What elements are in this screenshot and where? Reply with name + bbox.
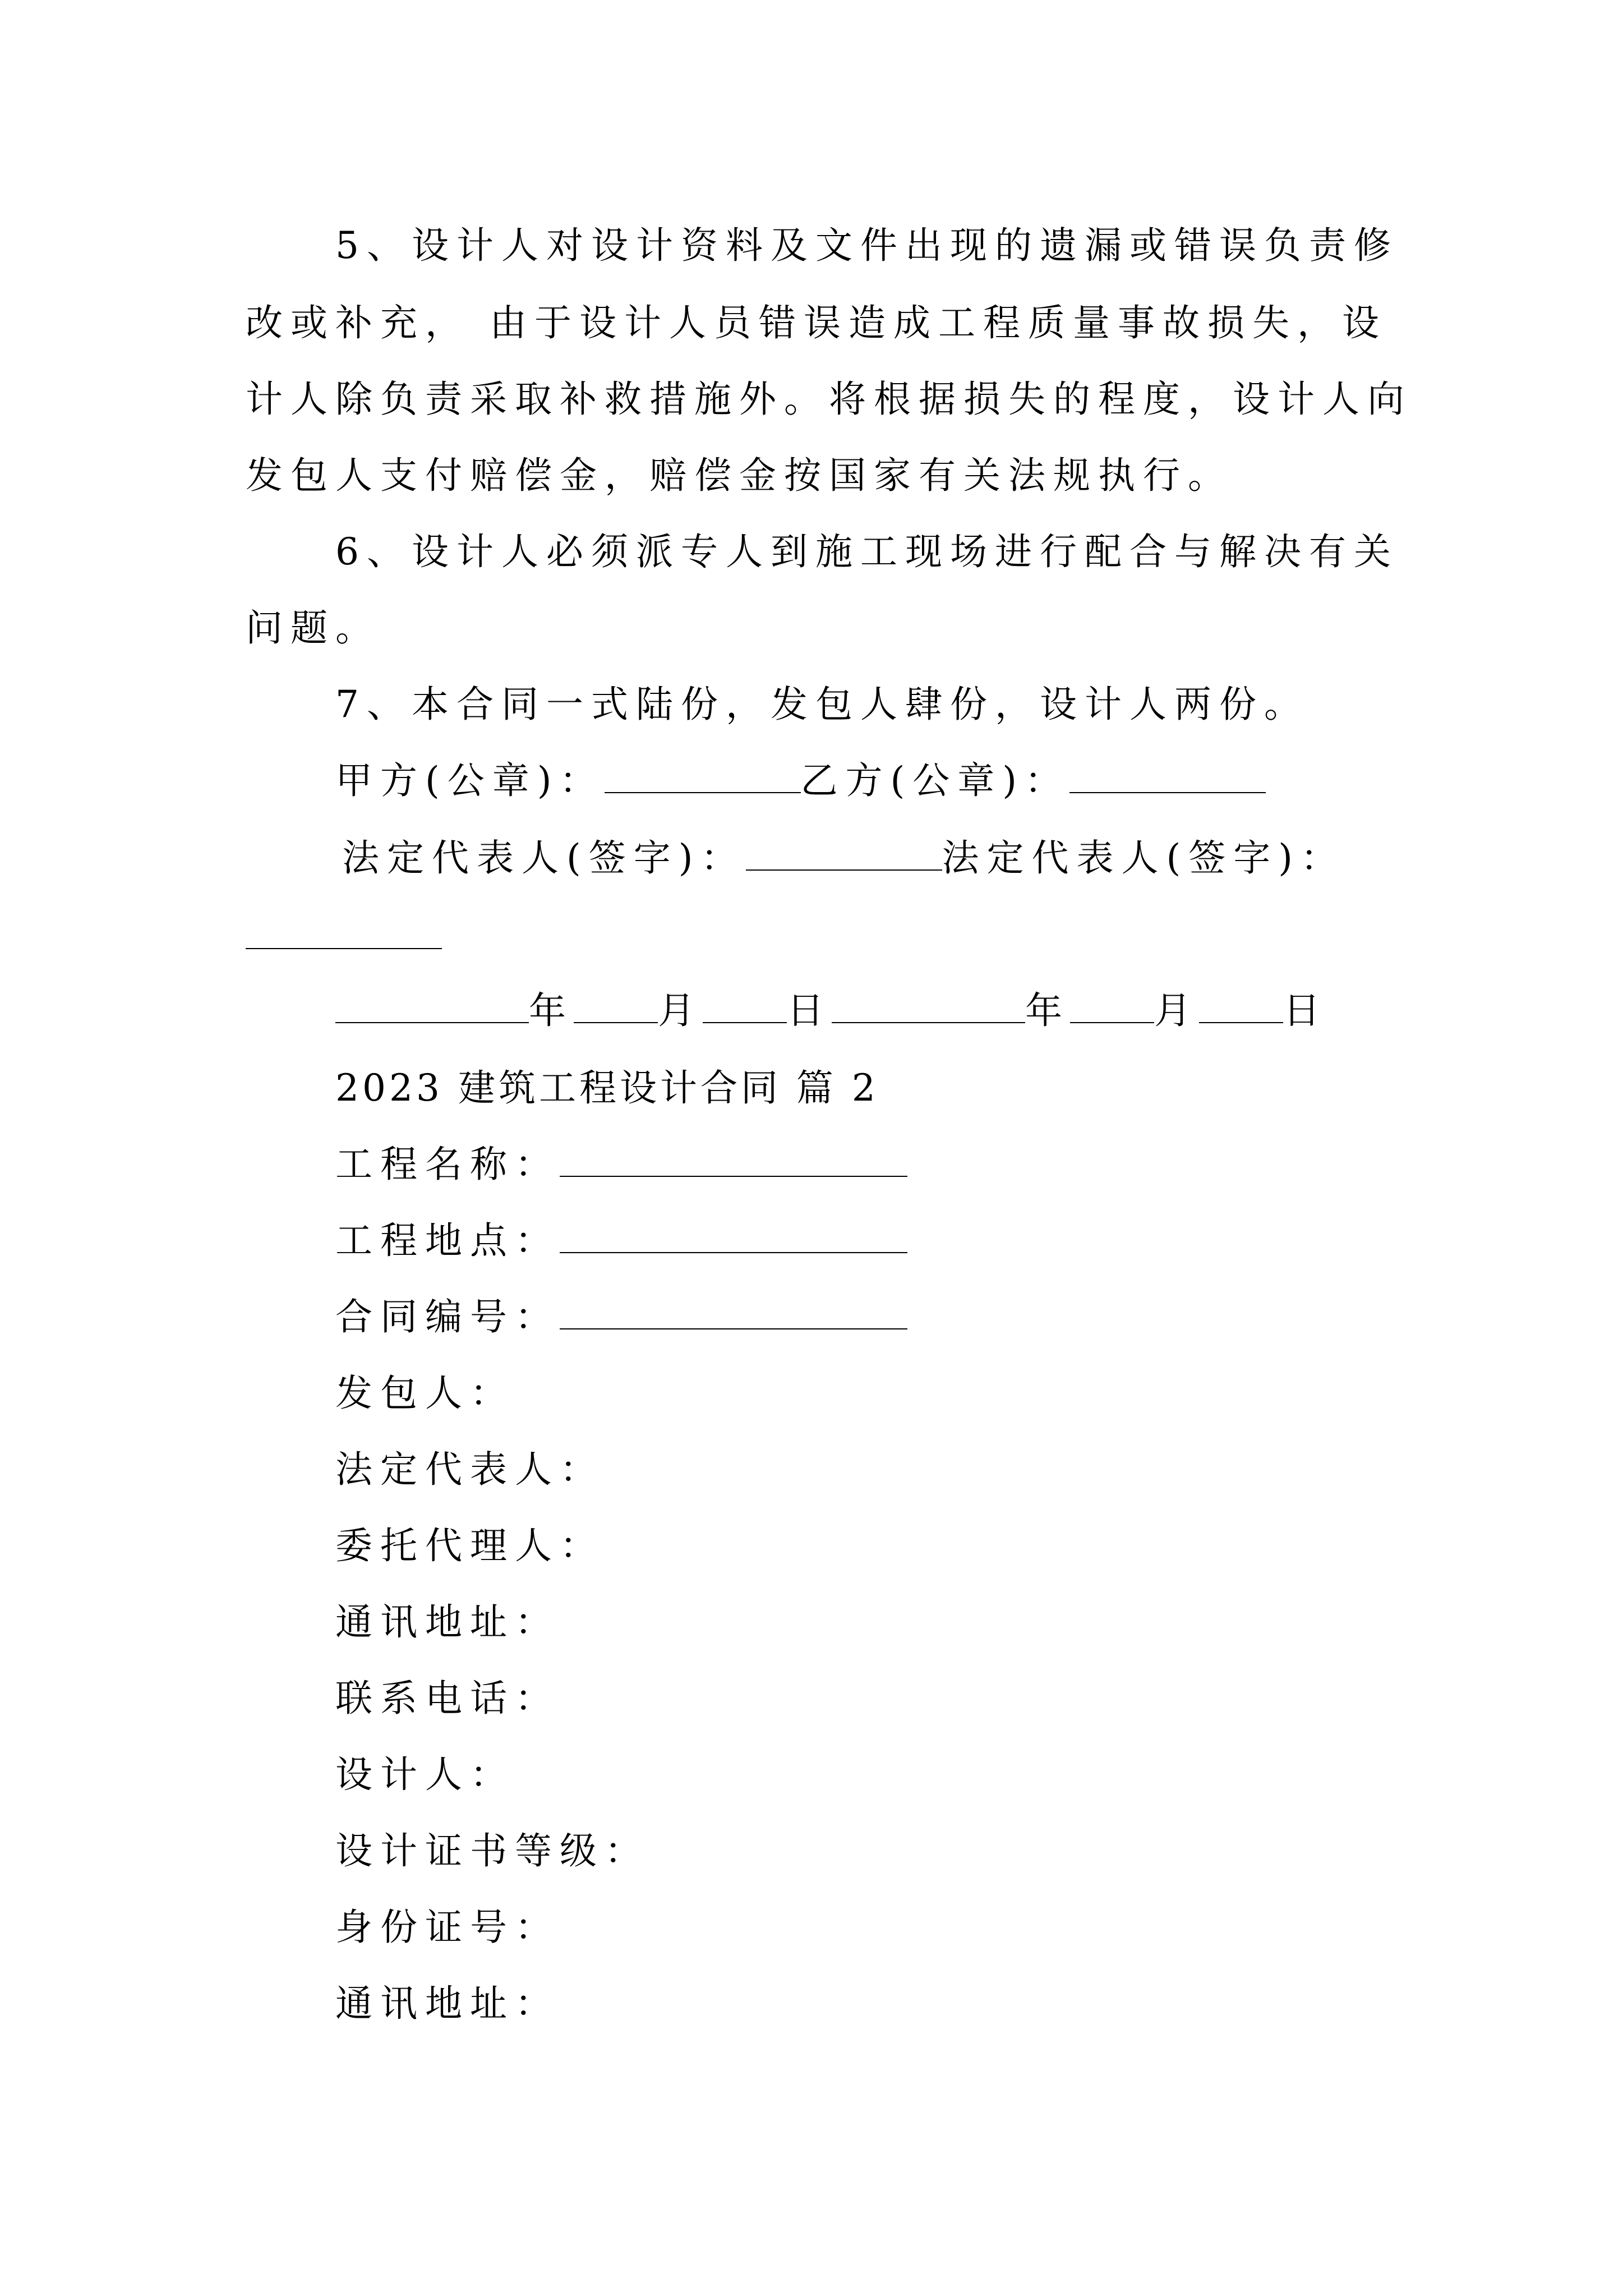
project-location-label: 工程地点： xyxy=(335,1219,560,1262)
clause-5-line-1: 5、设计人对设计资料及文件出现的遗漏或错误负责修 xyxy=(335,224,1399,267)
clause-7: 7、本合同一式陆份，发包人肆份，设计人两份。 xyxy=(335,683,1309,726)
clause-5-line-4: 发包人支付赔偿金，赔偿金按国家有关法规执行。 xyxy=(246,454,1233,497)
rep-sign-b-blank xyxy=(246,948,442,949)
contract-number-label: 合同编号： xyxy=(335,1295,560,1338)
month-a-blank xyxy=(574,988,658,1023)
rep-sign-b-label: 法定代表人(签字)： xyxy=(942,836,1345,880)
field-legal-rep: 法定代表人： xyxy=(335,1448,605,1491)
party-b-seal-label: 乙方(公章)： xyxy=(800,759,1069,802)
field-phone: 联系电话： xyxy=(335,1677,560,1720)
day-b-blank xyxy=(1199,988,1283,1023)
day-a-blank xyxy=(703,988,787,1023)
year-a-label: 年 xyxy=(529,989,574,1032)
date-row xyxy=(335,988,1328,1033)
field-employer: 发包人： xyxy=(335,1372,515,1415)
project-name-row xyxy=(335,1142,907,1187)
year-b-label: 年 xyxy=(1025,989,1070,1032)
rep-sign-a-blank xyxy=(746,836,942,871)
project-location-row xyxy=(335,1218,907,1263)
field-agent: 委托代理人： xyxy=(335,1524,605,1567)
year-b-blank xyxy=(832,988,1025,1023)
seal-row xyxy=(335,758,1266,803)
field-address: 通讯地址： xyxy=(335,1600,560,1644)
project-name-blank xyxy=(560,1142,907,1177)
section-2-title: 2023 建筑工程设计合同 篇 2 xyxy=(335,1066,879,1110)
clause-6-line-2: 问题。 xyxy=(246,606,380,650)
contract-number-row xyxy=(335,1295,907,1340)
day-b-label: 日 xyxy=(1283,989,1328,1032)
month-a-label: 月 xyxy=(658,989,703,1032)
field-id-number: 身份证号： xyxy=(335,1906,560,1949)
month-b-label: 月 xyxy=(1154,989,1199,1032)
rep-sign-a-label: 法定代表人(签字)： xyxy=(342,836,746,880)
party-b-seal-blank xyxy=(1069,758,1266,793)
project-name-label: 工程名称： xyxy=(335,1143,560,1186)
party-a-seal-blank xyxy=(605,758,801,793)
contract-number-blank xyxy=(560,1295,907,1329)
party-a-seal-label: 甲方(公章)： xyxy=(335,759,605,802)
year-a-blank xyxy=(335,988,529,1023)
clause-6-line-1: 6、设计人必须派专人到施工现场进行配合与解决有关 xyxy=(335,530,1399,573)
rep-sign-row xyxy=(342,836,1345,881)
field-address-2: 通讯地址： xyxy=(335,1982,560,2025)
field-cert-grade: 设计证书等级： xyxy=(335,1829,649,1872)
field-designer: 设计人： xyxy=(335,1753,515,1796)
month-b-blank xyxy=(1070,988,1154,1023)
project-location-blank xyxy=(560,1218,907,1253)
clause-5-line-2: 改或补充， 由于设计人员错误造成工程质量事故损失，设 xyxy=(246,301,1387,344)
clause-5-line-3: 计人除负责采取补救措施外。将根据损失的程度，设计人向 xyxy=(246,378,1412,421)
day-a-label: 日 xyxy=(787,989,832,1032)
